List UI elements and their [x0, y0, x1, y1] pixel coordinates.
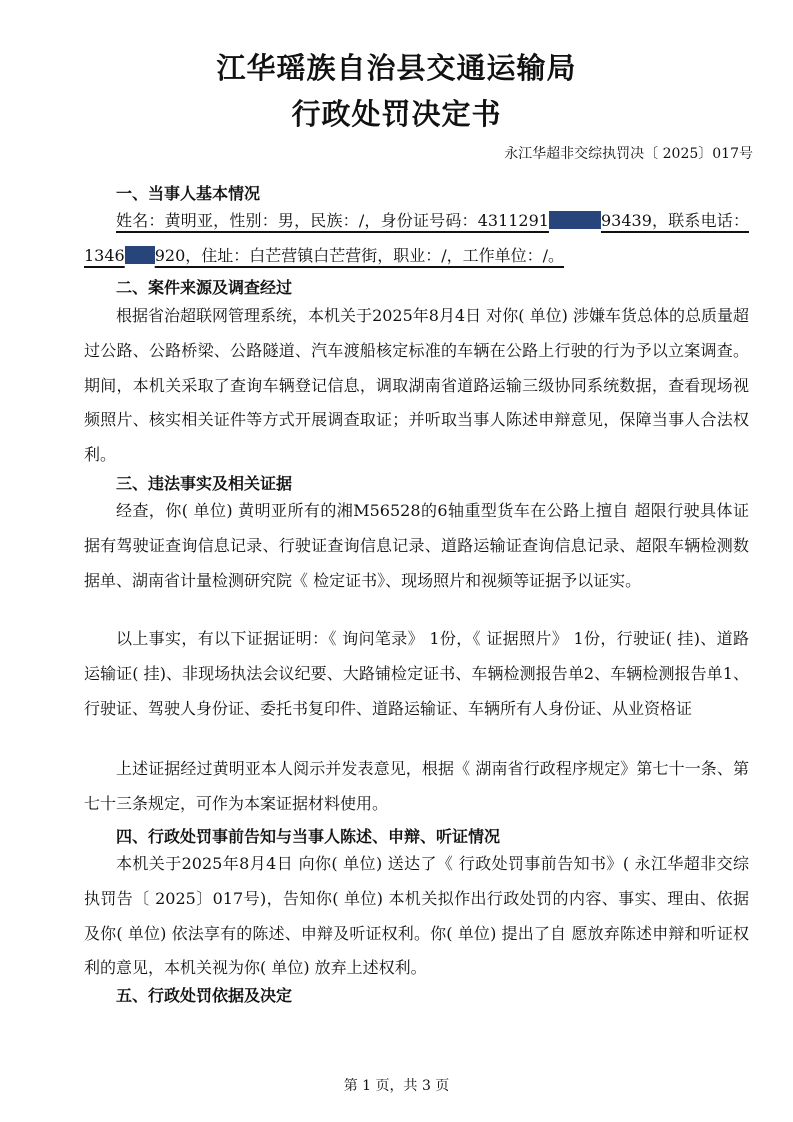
facts-paragraph: 经查，你( 单位) 黄明亚所有的湘M56528的6轴重型货车在公路上擅自 超限行驶具体证据有驾驶证查询信息记录、行驶证查询信息记录、道路运输证查询信息记录、超限车辆检测数据单、湖南省计量检测研究院《 检定证书》、现场照片和视频等证据予以证实。: [84, 501, 749, 590]
section-heading-2: 二、案件来源及调查经过: [116, 278, 293, 297]
section-heading-3: 三、违法事实及相关证据: [116, 474, 293, 493]
document-number: 永江华超非交综执罚决〔 2025〕017号: [504, 146, 753, 162]
redaction-block: [125, 246, 155, 264]
section-heading-5: 五、行政处罚依据及决定: [116, 986, 293, 1005]
document-subtitle: 行政处罚决定书: [291, 97, 502, 131]
prior-notice-paragraph: 本机关于2025年8月4日 向你( 单位) 送达了《 行政处罚事前告知书》( 永江华超非交综执罚告〔 2025〕017号)，告知你( 单位) 本机关拟作出行政处罚的内容、事实、理由、依据及你( 单位) 依法享有的陈述、申辩及听证权利。你( 单位) 提出了自 愿放弃陈述申辩和听证权利的意见，本机关视为你( 单位) 放弃上述权利。: [84, 854, 749, 978]
section-heading-1: 一、当事人基本情况: [116, 184, 261, 203]
evidence-review-paragraph: 上述证据经过黄明亚本人阅示并发表意见，根据《 湖南省行政程序规定》第七十一条、第七十三条规定，可作为本案证据材料使用。: [84, 759, 749, 813]
case-source-paragraph: 根据省治超联网管理系统，本机关于2025年8月4日 对你( 单位) 涉嫌车货总体的总质量超过公路、公路桥梁、公路隧道、汽车渡船核定标准的车辆在公路上行驶的行为予以立案调查。期间，本机关采取了查询车辆登记信息，调取湖南省道路运输三级协同系统数据，查看现场视频照片、核实相关证件等方式开展调查取证；并听取当事人陈述申辩意见，保障当事人合法权利。: [84, 306, 749, 465]
party-info-paragraph: [84, 204, 749, 274]
party-info-text-a: 姓名：黄明亚，性别：男，民族：/，身份证号码：4311291: [116, 211, 549, 230]
party-info-text-c: 920，住址：白芒营镇白芒营街，职业：/，工作单位：/。: [154, 245, 565, 265]
document-title: 江华瑶族自治县交通运输局: [216, 51, 577, 85]
party-info-text-b: 93439，联系电话：1346: [84, 211, 749, 265]
page-number: 第 1 页，共 3 页: [343, 1078, 450, 1094]
redaction-block: [549, 211, 601, 229]
section-heading-4: 四、行政处罚事前告知与当事人陈述、申辩、听证情况: [116, 827, 501, 846]
evidence-paragraph: 以上事实，有以下证据证明：《 询问笔录》 1份，《 证据照片》 1份，行驶证( 挂)、道路运输证( 挂)、非现场执法会议纪要、大路铺检定证书、车辆检测报告单2、车辆检测报告单1、行驶证、驾驶人身份证、委托书复印件、道路运输证、车辆所有人身份证、从业资格证: [84, 629, 749, 718]
